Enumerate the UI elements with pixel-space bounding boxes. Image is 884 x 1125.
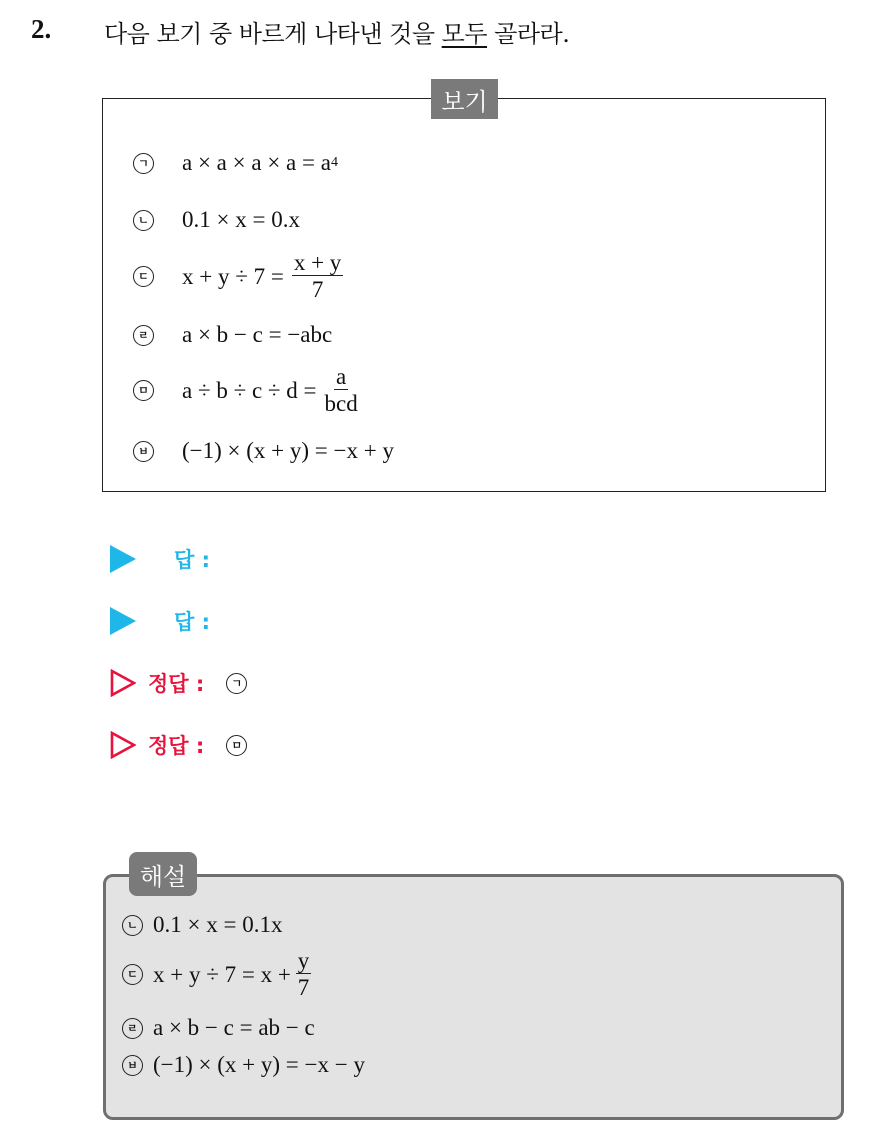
- fraction: [325, 364, 358, 418]
- outline-triangle-icon: [110, 731, 136, 759]
- answer-row-2: [110, 606, 210, 636]
- correct-answer-row-2: [110, 730, 275, 760]
- circled-mark: ㅂ: [122, 1055, 143, 1076]
- question-text-pre: 다음 보기 중 바르게 나타낸 것을: [104, 20, 442, 48]
- bogi-item-6: [133, 438, 394, 464]
- bogi-item-1: [133, 150, 338, 176]
- fraction-numerator: y: [297, 948, 310, 973]
- answer-label: 답 :: [174, 610, 210, 634]
- fraction: [296, 948, 312, 1002]
- solution-expr: (−1) × (x + y) = −x − y: [153, 1052, 365, 1077]
- fraction-denominator: 7: [311, 277, 324, 303]
- question-text-underlined: 모두: [441, 20, 488, 48]
- correct-answer-mark: ㅁ: [226, 735, 247, 756]
- solution-line-4: [122, 1052, 365, 1078]
- bogi-tag: 보기: [431, 79, 498, 119]
- bogi-item-2: [133, 207, 300, 233]
- question-number: 2.: [31, 14, 52, 44]
- bogi-item-3: [133, 250, 343, 304]
- circled-mark: ㄱ: [133, 153, 154, 174]
- answer-label: 답 :: [174, 548, 210, 572]
- bogi-item-expr: a × b − c = −abc: [182, 322, 333, 347]
- bogi-item-expr: a × a × a × a = a: [182, 150, 331, 175]
- answer-row-1: [110, 544, 210, 574]
- play-triangle-icon: [110, 607, 136, 635]
- circled-mark: ㅁ: [133, 380, 154, 401]
- fraction-numerator: a: [336, 364, 347, 389]
- solution-expr: x + y ÷ 7 = x +: [153, 961, 291, 987]
- solution-line-2: [122, 948, 311, 1002]
- circled-mark: ㄴ: [122, 915, 143, 936]
- play-triangle-icon: [110, 545, 136, 573]
- bogi-item-5: [133, 364, 358, 418]
- bogi-item-expr: (−1) × (x + y) = −x + y: [182, 438, 394, 463]
- solution-expr: 0.1 × x = 0.1x: [153, 912, 283, 937]
- question-text: [104, 14, 569, 49]
- fraction-denominator: bcd: [324, 391, 358, 417]
- circled-mark: ㄴ: [133, 210, 154, 231]
- solution-tag: 해설: [129, 852, 197, 896]
- fraction-numerator: x + y: [293, 250, 342, 275]
- correct-label: 정답 :: [148, 734, 205, 758]
- bogi-item-sup: 4: [330, 155, 338, 170]
- solution-line-1: [122, 912, 282, 938]
- solution-line-3: [122, 1015, 315, 1041]
- bogi-item-expr: a ÷ b ÷ c ÷ d =: [182, 377, 317, 403]
- circled-mark: ㅂ: [133, 441, 154, 462]
- circled-mark: ㄹ: [122, 1018, 143, 1039]
- circled-mark: ㄷ: [133, 266, 154, 287]
- outline-triangle-icon: [110, 669, 136, 697]
- fraction: [292, 250, 343, 304]
- correct-answer-row-1: [110, 668, 275, 698]
- bogi-item-expr: x + y ÷ 7 =: [182, 263, 284, 289]
- circled-mark: ㄷ: [122, 964, 143, 985]
- correct-label: 정답 :: [148, 672, 205, 696]
- question-text-post: 골라라.: [487, 20, 570, 48]
- correct-answer-mark: ㄱ: [226, 673, 247, 694]
- circled-mark: ㄹ: [133, 325, 154, 346]
- bogi-item-expr: 0.1 × x = 0.x: [182, 207, 300, 232]
- solution-expr: a × b − c = ab − c: [153, 1015, 315, 1040]
- bogi-item-4: [133, 322, 332, 348]
- fraction-denominator: 7: [297, 975, 310, 1001]
